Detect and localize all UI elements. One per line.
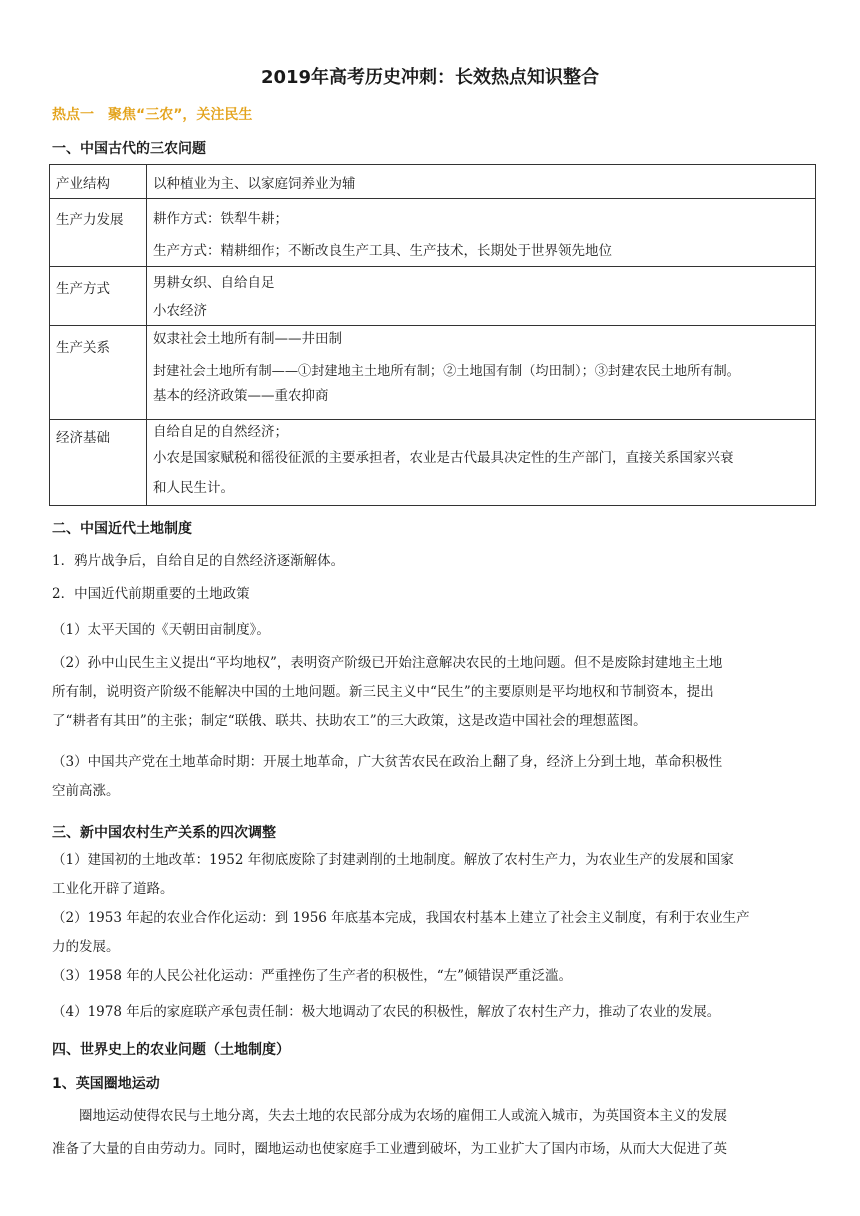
table-row: [50, 326, 816, 420]
paragraph: [52, 904, 816, 962]
row-content-line: 基本的经济政策——重农抑商: [153, 388, 329, 404]
paragraph-line: （2）孙中山民生主义提出“平均地权”，表明资产阶级已开始注意解决农民的土地问题。但不是废除封建地主土地: [52, 655, 723, 671]
paragraph: （4）1978 年后的家庭联产承包责任制：极大地调动了农民的积极性，解放了农村生产力，推动了农业的发展。: [52, 1004, 721, 1020]
table-row: [50, 165, 816, 199]
row-content-line: 封建社会土地所有制——①封建地主土地所有制；②土地国有制（均田制）；③封建农民土地所有制。: [153, 364, 740, 379]
paragraph-line: 力的发展。: [52, 939, 120, 955]
table-row: [50, 420, 816, 506]
paragraph: [52, 846, 816, 904]
paragraph-line: （2）1953 年起的农业合作化运动：到 1956 年底基本完成，我国农村基本上建立了社会主义制度，有利于农业生产: [52, 910, 750, 926]
page-title: 2019年高考历史冲刺：长效热点知识整合: [260, 67, 600, 88]
paragraph: 1．鸦片战争后，自给自足的自然经济逐渐解体。: [52, 553, 345, 569]
paragraph: [52, 649, 816, 736]
paragraph: （3）1958 年的人民公社化运动：严重挫伤了生产者的积极性，“左”倾错误严重泛滥。: [52, 968, 573, 984]
paragraph-line: 工业化开辟了道路。: [52, 881, 174, 897]
row-content-line: 生产方式：精耕细作；不断改良生产工具、生产技术，长期处于世界领先地位: [153, 243, 612, 259]
hot-topic-heading: 热点一 聚焦“三农”，关注民生: [52, 107, 253, 123]
row-label: 生产关系: [50, 326, 147, 420]
row-label: 生产力发展: [50, 199, 147, 267]
row-label: 生产方式: [50, 267, 147, 326]
paragraph-line: 所有制，说明资产阶级不能解决中国的土地问题。新三民主义中“民生”的主要原则是平均地权和节制资本，提出: [52, 684, 714, 700]
table-row: [50, 199, 816, 267]
subsection-heading: 1、英国圈地运动: [52, 1076, 160, 1092]
row-content-line: 小农是国家赋税和徭役征派的主要承担者，农业是古代最具决定性的生产部门，直接关系国家兴衰: [153, 450, 734, 466]
row-content-line: 男耕女织、自给自足: [153, 275, 275, 291]
section-1-heading: 一、中国古代的三农问题: [52, 141, 206, 157]
row-content: [147, 420, 816, 506]
row-content-line: 小农经济: [153, 303, 207, 319]
row-label: 经济基础: [50, 420, 147, 506]
paragraph-line: 准备了大量的自由劳动力。同时，圈地运动也使家庭手工业遭到破坏，为工业扩大了国内市场，从而大大促进了英: [52, 1141, 727, 1157]
section-4-heading: 四、世界史上的农业问题（土地制度）: [52, 1042, 290, 1058]
three-agriculture-table: [49, 164, 816, 506]
row-content: [147, 199, 816, 267]
paragraph-line: （1）建国初的土地改革：1952 年彻底废除了封建剥削的土地制度。解放了农村生产力，为农业生产的发展和国家: [52, 852, 734, 868]
paragraph: （1）太平天国的《天朝田亩制度》。: [52, 622, 270, 638]
paragraph-line: 空前高涨。: [52, 783, 120, 799]
section-2-heading: 二、中国近代土地制度: [52, 521, 192, 537]
row-content: [147, 267, 816, 326]
row-content: [147, 165, 816, 199]
row-content-line: 和人民生计。: [153, 480, 234, 496]
row-label: 产业结构: [50, 165, 147, 199]
row-content-line: 自给自足的自然经济；: [153, 424, 288, 440]
row-content-line: 奴隶社会土地所有制——井田制: [153, 331, 342, 347]
paragraph-line: （3）中国共产党在土地革命时期：开展土地革命，广大贫苦农民在政治上翻了身，经济上分到土地，革命积极性: [52, 754, 723, 770]
row-content-line: 耕作方式：铁犁牛耕；: [153, 211, 288, 227]
paragraph: 2．中国近代前期重要的土地政策: [52, 586, 250, 602]
paragraph: [52, 1100, 816, 1166]
row-content: [147, 326, 816, 420]
paragraph-line: 了“耕者有其田”的主张；制定“联俄、联共、扶助农工”的三大政策，这是改造中国社会的理想蓝图。: [52, 713, 647, 729]
row-content-line: 以种植业为主、以家庭饲养业为辅: [153, 176, 356, 192]
section-3-heading: 三、新中国农村生产关系的四次调整: [52, 825, 276, 841]
paragraph: [52, 748, 816, 806]
table-row: [50, 267, 816, 326]
paragraph-line: 圈地运动使得农民与土地分离，失去土地的农民部分成为农场的雇佣工人或流入城市，为英国资本主义的发展: [52, 1108, 727, 1124]
